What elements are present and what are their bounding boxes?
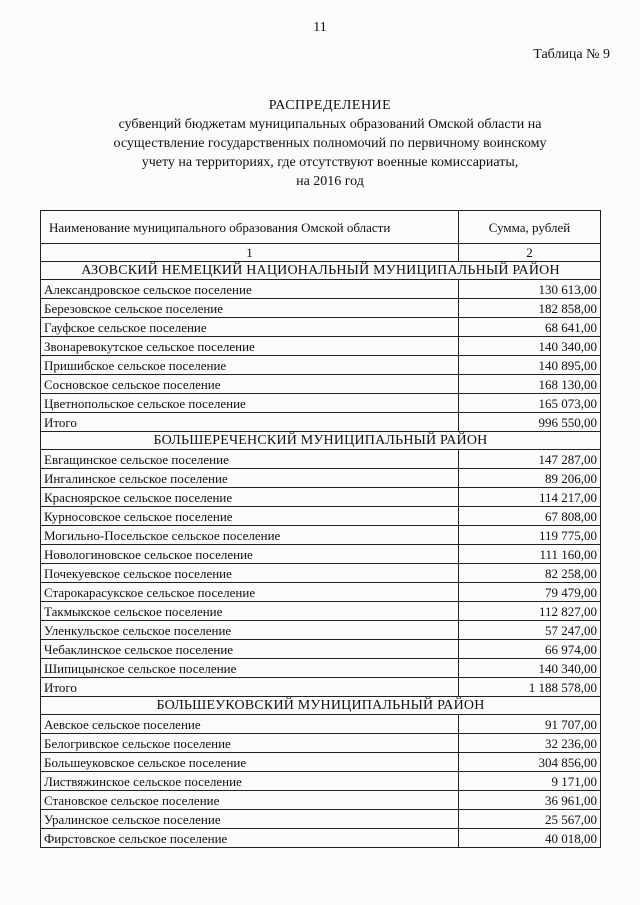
table-row bbox=[41, 564, 601, 583]
settlement-name: Почекуевское сельское поселение bbox=[41, 564, 459, 583]
amount-value: 32 236,00 bbox=[459, 734, 601, 753]
column-number-2: 2 bbox=[459, 244, 601, 262]
amount-value: 82 258,00 bbox=[459, 564, 601, 583]
table-row bbox=[41, 507, 601, 526]
table-row bbox=[41, 621, 601, 640]
district-header-row bbox=[41, 432, 601, 450]
settlement-name: Листвяжинское сельское поселение bbox=[41, 772, 459, 791]
amount-value: 114 217,00 bbox=[459, 488, 601, 507]
amount-value: 40 018,00 bbox=[459, 829, 601, 848]
amount-value: 111 160,00 bbox=[459, 545, 601, 564]
table-row bbox=[41, 318, 601, 337]
amount-value: 996 550,00 bbox=[459, 413, 601, 432]
settlement-name: Евгащинское сельское поселение bbox=[41, 450, 459, 469]
settlement-name: Цветнопольское сельское поселение bbox=[41, 394, 459, 413]
subtitle-line: на 2016 год bbox=[296, 174, 364, 189]
settlement-name: Звонаревокутское сельское поселение bbox=[41, 337, 459, 356]
settlement-name: Такмыкское сельское поселение bbox=[41, 602, 459, 621]
table-row bbox=[41, 394, 601, 413]
amount-value: 91 707,00 bbox=[459, 715, 601, 734]
table-row bbox=[41, 602, 601, 621]
amount-value: 9 171,00 bbox=[459, 772, 601, 791]
document-title: РАСПРЕДЕЛЕНИЕ bbox=[268, 98, 392, 113]
settlement-name: Аевское сельское поселение bbox=[41, 715, 459, 734]
subtitle-line: осуществление государственных полномочий по первичному воинскому bbox=[113, 136, 547, 151]
table-row bbox=[41, 791, 601, 810]
table-row bbox=[41, 734, 601, 753]
settlement-name: Чебаклинское сельское поселение bbox=[41, 640, 459, 659]
amount-value: 140 895,00 bbox=[459, 356, 601, 375]
amount-value: 130 613,00 bbox=[459, 280, 601, 299]
table-row bbox=[41, 375, 601, 394]
amount-value: 67 808,00 bbox=[459, 507, 601, 526]
settlement-name: Александровское сельское поселение bbox=[41, 280, 459, 299]
table-row bbox=[41, 337, 601, 356]
table-row bbox=[41, 810, 601, 829]
table-row bbox=[41, 356, 601, 375]
amount-value: 36 961,00 bbox=[459, 791, 601, 810]
amount-value: 25 567,00 bbox=[459, 810, 601, 829]
table-row bbox=[41, 753, 601, 772]
amount-value: 89 206,00 bbox=[459, 469, 601, 488]
amount-value: 119 775,00 bbox=[459, 526, 601, 545]
district-header-row bbox=[41, 262, 601, 280]
amount-value: 147 287,00 bbox=[459, 450, 601, 469]
amount-value: 57 247,00 bbox=[459, 621, 601, 640]
settlement-name: Новологиновское сельское поселение bbox=[41, 545, 459, 564]
amount-value: 304 856,00 bbox=[459, 753, 601, 772]
amount-value: 112 827,00 bbox=[459, 602, 601, 621]
header-sum-cell: Сумма, рублей bbox=[459, 211, 601, 244]
settlement-name: Красноярское сельское поселение bbox=[41, 488, 459, 507]
column-number-row bbox=[41, 244, 601, 262]
table-row bbox=[41, 545, 601, 564]
settlement-name: Фирстовское сельское поселение bbox=[41, 829, 459, 848]
table-row bbox=[41, 772, 601, 791]
table-row bbox=[41, 526, 601, 545]
settlement-name: Итого bbox=[41, 678, 459, 697]
header-name-cell: Наименование муниципального образования Омской области bbox=[41, 211, 459, 244]
settlement-name: Курносовское сельское поселение bbox=[41, 507, 459, 526]
settlement-name: Белогривское сельское поселение bbox=[41, 734, 459, 753]
table-label: Таблица № 9 bbox=[533, 47, 610, 62]
amount-value: 165 073,00 bbox=[459, 394, 601, 413]
settlement-name: Гауфское сельское поселение bbox=[41, 318, 459, 337]
district-name: БОЛЬШЕРЕЧЕНСКИЙ МУНИЦИПАЛЬНЫЙ РАЙОН bbox=[41, 432, 601, 450]
settlement-name: Уралинское сельское поселение bbox=[41, 810, 459, 829]
settlement-name: Шипицынское сельское поселение bbox=[41, 659, 459, 678]
amount-value: 1 188 578,00 bbox=[459, 678, 601, 697]
settlement-name: Могильно-Посельское сельское поселение bbox=[41, 526, 459, 545]
table-row bbox=[41, 299, 601, 318]
table-row bbox=[41, 829, 601, 848]
settlement-name: Большеуковское сельское поселение bbox=[41, 753, 459, 772]
district-name: АЗОВСКИЙ НЕМЕЦКИЙ НАЦИОНАЛЬНЫЙ МУНИЦИПАЛЬНЫЙ РАЙОН bbox=[41, 262, 601, 280]
amount-value: 140 340,00 bbox=[459, 659, 601, 678]
settlement-name: Пришибское сельское поселение bbox=[41, 356, 459, 375]
page-number: 11 bbox=[313, 20, 327, 35]
district-name: БОЛЬШЕУКОВСКИЙ МУНИЦИПАЛЬНЫЙ РАЙОН bbox=[41, 697, 601, 715]
amount-value: 68 641,00 bbox=[459, 318, 601, 337]
table-row bbox=[41, 280, 601, 299]
table-row bbox=[41, 659, 601, 678]
total-row bbox=[41, 678, 601, 697]
table-row bbox=[41, 488, 601, 507]
amount-value: 182 858,00 bbox=[459, 299, 601, 318]
table-row bbox=[41, 640, 601, 659]
table-header-row bbox=[41, 211, 601, 244]
table-row bbox=[41, 715, 601, 734]
settlement-name: Ингалинское сельское поселение bbox=[41, 469, 459, 488]
amount-value: 79 479,00 bbox=[459, 583, 601, 602]
settlement-name: Итого bbox=[41, 413, 459, 432]
subtitle-line: субвенций бюджетам муниципальных образований Омской области на bbox=[118, 117, 542, 132]
amount-value: 140 340,00 bbox=[459, 337, 601, 356]
amount-value: 168 130,00 bbox=[459, 375, 601, 394]
total-row bbox=[41, 413, 601, 432]
settlement-name: Становское сельское поселение bbox=[41, 791, 459, 810]
settlement-name: Уленкульское сельское поселение bbox=[41, 621, 459, 640]
amount-value: 66 974,00 bbox=[459, 640, 601, 659]
column-number-1: 1 bbox=[41, 244, 459, 262]
table-row bbox=[41, 450, 601, 469]
document-heading bbox=[0, 96, 640, 191]
table-row bbox=[41, 583, 601, 602]
settlement-name: Березовское сельское поселение bbox=[41, 299, 459, 318]
district-header-row bbox=[41, 697, 601, 715]
settlement-name: Сосновское сельское поселение bbox=[41, 375, 459, 394]
table-row bbox=[41, 469, 601, 488]
settlement-name: Старокарасукское сельское поселение bbox=[41, 583, 459, 602]
distribution-table bbox=[40, 210, 601, 848]
subtitle-line: учету на территориях, где отсутствуют военные комиссариаты, bbox=[141, 155, 519, 170]
